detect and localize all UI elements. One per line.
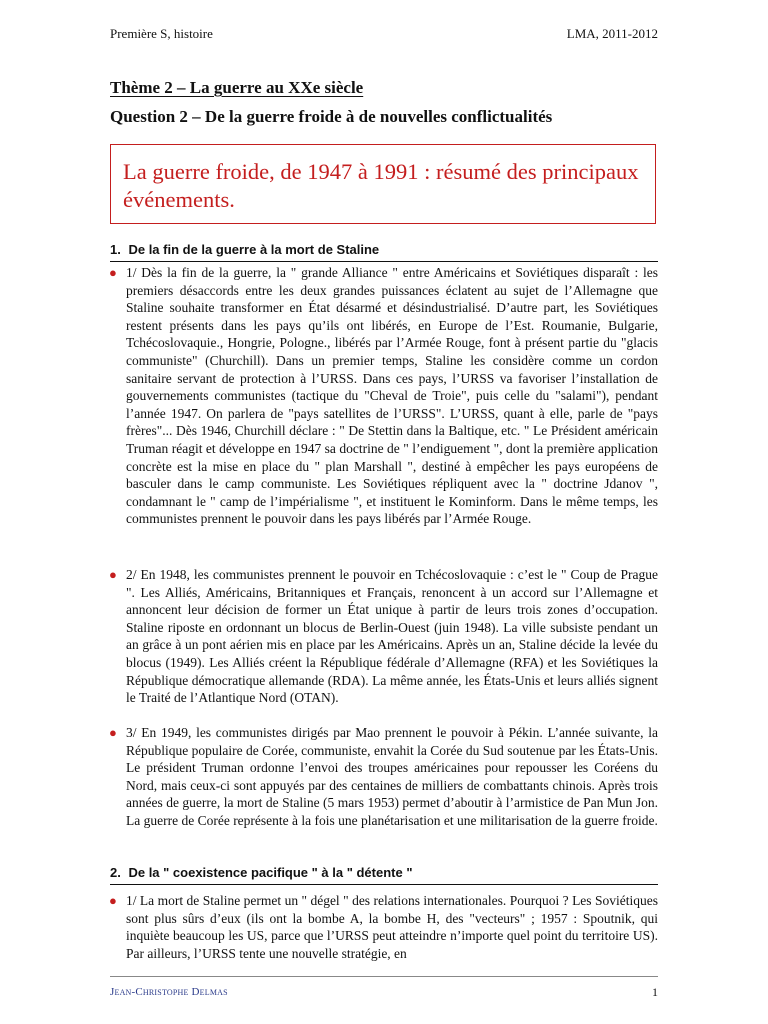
list-item	[110, 892, 658, 962]
list-item	[110, 724, 658, 830]
section-title: De la " coexistence pacifique " à la " détente "	[128, 865, 413, 880]
main-title: La guerre froide, de 1947 à 1991 : résumé des principaux événements.	[123, 159, 639, 212]
section-title: De la fin de la guerre à la mort de Staline	[128, 242, 380, 257]
theme-title: Thème 2 – La guerre au XXe siècle	[110, 78, 364, 97]
bullet-icon: ●	[109, 893, 117, 908]
list-item-text: 1/ Dès la fin de la guerre, la " grande Alliance " entre Américains et Soviétiques disparaît : les premiers désaccords entre les deux grandes puissances éclatent au sujet de l’Allemagne que Staline souhaite transformer en État désarmé et désindustrialisé. D’autre part, les Soviétiques restent présents dans les pays qu’ils ont libérés, en Europe de l’Est. Roumanie, Bulgarie, Tchécoslovaquie., Hongrie, Pologne., libérés par l’Armée Rouge, font à présent partie du "glacis communiste" (Churchill). Dans un premier temps, Staline les considère comme un cordon sanitaire servant de protection à l’URSS. Dans ces pays, l’URSS va favoriser l’installation de gouvernements communistes (tactique du "Cheval de Troie", puis celle du "salami"), pendant l’année 1947. On parlera de "pays satellites de l’URSS". L’URSS, quant à elle, parle de "pays frères"... Dès 1946, Churchill déclare : " De Stettin dans la Baltique, etc. " Le Président américain Truman réagit et développe en 1947 sa doctrine de " l’endiguement ", dont la première application concrète est la mise en place du " plan Marshall ", destiné à empêcher les pays européens de basculer dans le camp communiste. Les Soviétiques répliquent avec la " doctrine Jdanov ", condamnant le " camp de l’impérialisme ", et instituent le Kominform. Dans le même temps, les communistes prennent le pouvoir dans les pays libérés par l’Armée Rouge.	[126, 265, 658, 527]
header-school-year: LMA, 2011-2012	[566, 26, 658, 41]
header-course: Première S, histoire	[110, 26, 213, 41]
section-rule	[110, 884, 658, 885]
bullet-icon: ●	[109, 567, 117, 582]
section-rule	[110, 261, 658, 262]
list-item	[110, 566, 658, 707]
list-item	[110, 264, 658, 528]
list-item-text: 1/ La mort de Staline permet un " dégel " des relations internationales. Pourquoi ? Les Soviétiques sont plus sûrs d’eux (ils ont la bombe A, la bombe H, des "vecteurs" ; 1957 : Spoutnik, qui inquiète beaucoup les US, parce que l’URSS peut atteindre n’importe quel point du territoire US). Par ailleurs, l’URSS tente une nouvelle stratégie, en	[126, 893, 658, 961]
question-title: Question 2 – De la guerre froide à de nouvelles conflictualités	[110, 107, 553, 126]
main-title-box	[110, 144, 656, 224]
page-number: 1	[652, 985, 658, 999]
bullet-icon: ●	[109, 265, 117, 280]
footer-author: Jean-Christophe Delmas	[110, 986, 228, 998]
section-heading-1	[110, 242, 658, 257]
section-number: 2.	[110, 865, 121, 880]
list-item-text: 2/ En 1948, les communistes prennent le pouvoir en Tchécoslovaquie : c’est le " Coup de Prague ". Les Alliés, Américains, Britanniques et Français, renoncent à un accord sur l’Allemagne et annoncent leur décision de former un État unique à partir de leurs trois zones d’occupation. Staline riposte en ordonnant un blocus de Berlin-Ouest (juin 1948). La ville subsiste pendant un an grâce à un pont aérien mis en place par les Américains. Après un an, Staline décide la levée du blocus (1949). Les Alliés créent la République fédérale d’Allemagne (RFA) et les Soviétiques la République démocratique allemande (RDA). La même année, les États-Unis et leurs alliés signent le Traité de l’Atlantique Nord (OTAN).	[126, 567, 658, 706]
list-item-text: 3/ En 1949, les communistes dirigés par Mao prennent le pouvoir à Pékin. L’année suivante, la République populaire de Corée, communiste, envahit la Corée du Sud soutenue par les États-Unis. Le président Truman ordonne l’envoi des troupes américaines pour repousser les Coréens du Nord, mais ceux-ci sont appuyés par des centaines de milliers de combattants chinois. Après trois années de guerre, la mort de Staline (5 mars 1953) permet d’aboutir à l’armistice de Pan Mun Jon. La guerre de Corée représente à la fois une planétarisation et une militarisation de la guerre froide.	[126, 725, 658, 828]
footer-rule	[110, 976, 658, 977]
section-heading-2	[110, 865, 658, 880]
bullet-icon: ●	[109, 725, 117, 740]
section-number: 1.	[110, 242, 121, 257]
